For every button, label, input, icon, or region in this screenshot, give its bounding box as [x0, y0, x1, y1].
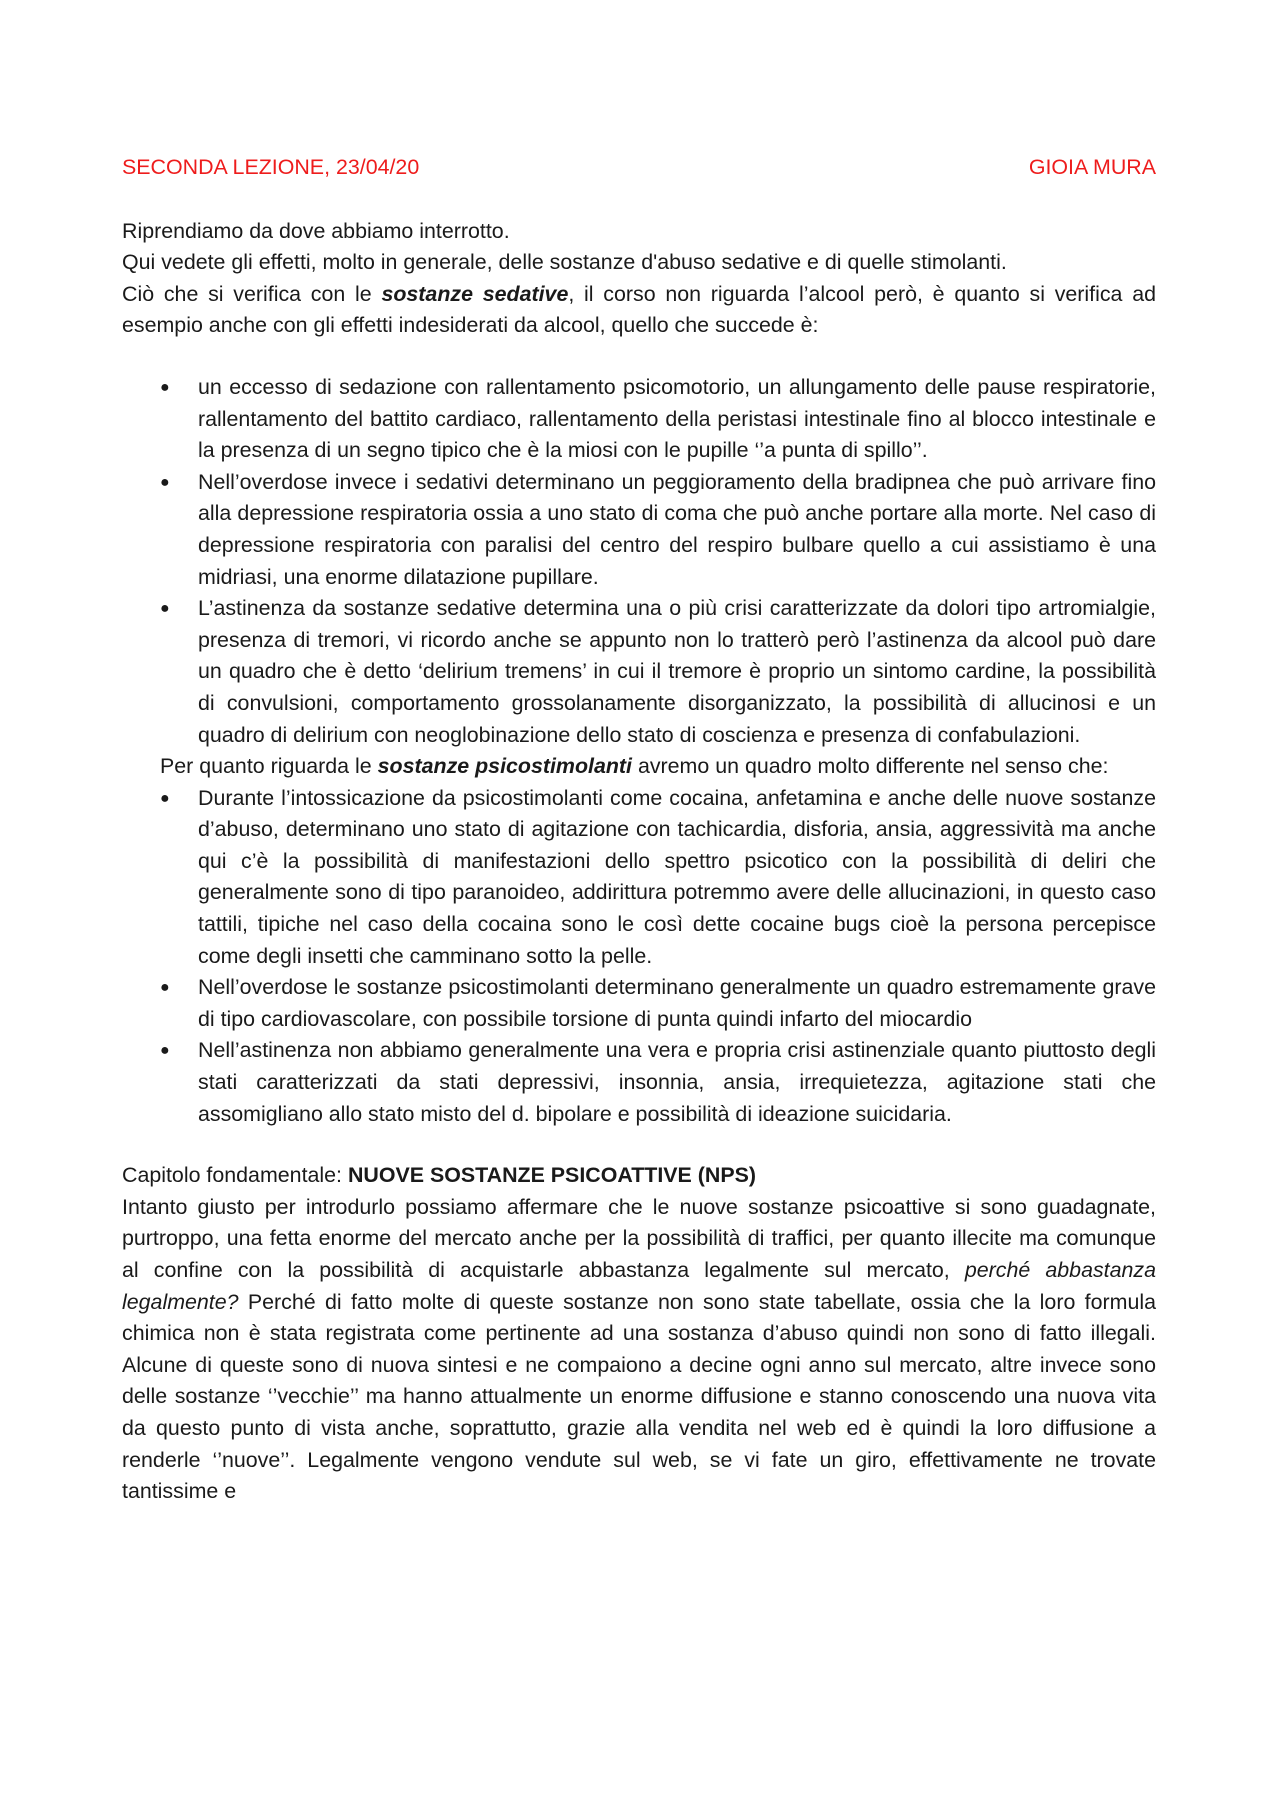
- list-item-text: Nell’overdose invece i sedativi determinano un peggioramento della bradipnea che può arrivare fino alla depressione respiratoria ossia a uno stato di coma che può anche portare alla morte. Nel caso di depressione respiratoria con paralisi del centro del respiro bulbare quello a cui assistiamo è una midriasi, una enorme dilatazione pupillare.: [198, 469, 1156, 589]
- stimulant-effects-list: [122, 783, 1156, 1131]
- list-item: [122, 972, 1156, 1035]
- list-item: [122, 1035, 1156, 1130]
- list-item: [122, 467, 1156, 593]
- bullet-icon: ●: [160, 473, 170, 491]
- chapter-heading: [122, 1160, 1156, 1192]
- intro-line-3: [122, 279, 1156, 342]
- intro-line-3-rest: , il corso non riguarda l’alcool però, è quanto si verifica ad esempio anche con gli effetti indesiderati da alcool, quello che succede è:: [122, 281, 1156, 338]
- lesson-title: SECONDA LEZIONE, 23/04/20: [122, 155, 420, 179]
- bullet-icon: ●: [160, 979, 170, 997]
- list-item-text: Durante l’intossicazione da psicostimolanti come cocaina, anfetamina e anche delle nuove sostanze d’abuso, determinano uno stato di agitazione con tachicardia, disforia, ansia, aggressività ma anche qui c’è la possibilità di manifestazioni dello spettro psicotico con la possibilità di deliri che generalmente sono di tipo paranoideo, addirittura potremmo avere delle allucinazioni, in questo caso tattili, tipiche nel caso della cocaina sono le così dette cocaine bugs cioè la persona percepisce come degli insetti che camminano sotto la pelle.: [198, 785, 1156, 968]
- intro-line-1: Riprendiamo da dove abbiamo interrotto.: [122, 218, 510, 243]
- sedative-effects-list: [122, 372, 1156, 751]
- nps-paragraph: [122, 1192, 1156, 1508]
- bullet-icon: ●: [160, 1042, 170, 1060]
- document-header: [122, 152, 1156, 184]
- list-item-text: un eccesso di sedazione con rallentamento psicomotorio, un allungamento delle pause respiratorie, rallentamento del battito cardiaco, rallentamento della peristasi intestinale fino al blocco intestinale e la presenza di un segno tipico che è la miosi con le pupille ‘’a punta di spillo’’.: [198, 374, 1156, 463]
- nps-text-rest: Perché di fatto molte di queste sostanze non sono state tabellate, ossia che la loro formula chimica non è stata registrata come pertinente ad una sostanza d’abuso quindi non sono di fatto illegali. Alcune di queste sono di nuova sintesi e ne compaiono a decine ogni anno sul mercato, altre invece sono delle sostanze ‘’vecchie’’ ma hanno attualmente un enorme diffusione e stanno conoscendo una nuova vita da questo punto di vista anche, soprattutto, grazie alla vendita nel web ed è quindi la loro diffusione a renderle ‘’nuove’’. Legalmente vengono vendute sul web, se vi fate un giro, effettivamente ne trovate tantissime e: [122, 1289, 1156, 1504]
- document-page: [122, 152, 1156, 1508]
- stimulant-term: sostanze psicostimolanti: [377, 754, 632, 779]
- chapter-label: Capitolo fondamentale:: [122, 1163, 348, 1188]
- chapter-title: NUOVE SOSTANZE PSICOATTIVE (NPS): [347, 1163, 756, 1188]
- spacer: [122, 1130, 1156, 1160]
- nps-text: Intanto giusto per introdurlo possiamo affermare che le nuove sostanze psicoattive si sono guadagnate, purtroppo, una fetta enorme del mercato anche per la possibilità di traffici, per quanto illecite ma comunque al confine con la possibilità di acquistarle abbastanza legalmente sul mercato,: [122, 1194, 1156, 1282]
- list-item-text: Nell’overdose le sostanze psicostimolanti determinano generalmente un quadro estremamente grave di tipo cardiovascolare, con possibile torsione di punta quindi infarto del miocardio: [198, 975, 1156, 1031]
- list-item: [122, 372, 1156, 467]
- list-item: [122, 783, 1156, 973]
- nps-question: perché abbastanza legalmente?: [122, 1258, 1156, 1314]
- spacer: [122, 342, 1156, 372]
- stimulants-intro-rest: avremo un quadro molto differente nel senso che:: [632, 754, 1109, 779]
- bullet-icon: ●: [160, 600, 170, 618]
- list-item: [122, 593, 1156, 751]
- intro-line-3-text: Ciò che si verifica con le: [122, 281, 382, 306]
- stimulants-intro: [122, 751, 1156, 783]
- sedative-term: sostanze sedative: [381, 281, 569, 306]
- author-name: GIOIA MURA: [1028, 155, 1156, 179]
- stimulants-intro-text: Per quanto riguarda le: [160, 754, 378, 779]
- bullet-icon: ●: [160, 378, 170, 396]
- list-item-text: Nell’astinenza non abbiamo generalmente una vera e propria crisi astinenziale quanto piuttosto degli stati caratterizzati da stati depressivi, insonnia, ansia, irrequietezza, agitazione stati che assomigliano allo stato misto del d. bipolare e possibilità di ideazione suicidaria.: [198, 1038, 1156, 1126]
- bullet-icon: ●: [160, 789, 170, 807]
- list-item-text: L’astinenza da sostanze sedative determina una o più crisi caratterizzate da dolori tipo artromialgie, presenza di tremori, vi ricordo anche se appunto non lo tratterò però l’astinenza da alcool può dare un quadro che è detto ‘delirium tremens’ in cui il tremore è proprio un sintomo cardine, la possibilità di convulsioni, comportamento grossolanamente disorganizzato, la possibilità di allucinosi e un quadro di delirium con neoglobinazione dello stato di coscienza e presenza di confabulazioni.: [198, 596, 1156, 747]
- intro-line-2: Qui vedete gli effetti, molto in generale, delle sostanze d'abuso sedative e di quelle stimolanti.: [122, 250, 1007, 275]
